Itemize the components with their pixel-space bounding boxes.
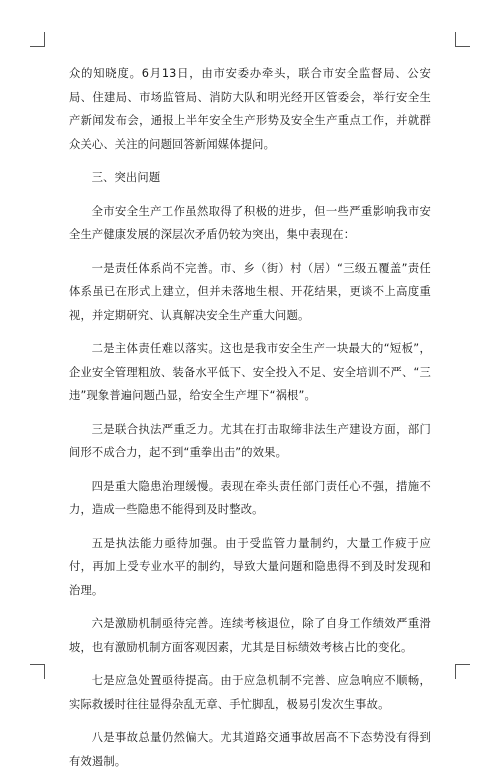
paragraph-point-2: 二是主体责任难以落实。这也是我市安全生产一块最大的“短板”，企业安全管理粗放、装备水平低下、安全投入不足、安全培训不严、“三违”现象普遍问题凸显，给安全生产埋下“祸根”。 (69, 342, 431, 402)
paragraph-point-5: 五是执法能力亟待加强。由于受监管力量制约，大量工作疲于应付，再加上受专业水平的制约，导致大量问题和隐患得不到及时发现和治理。 (69, 536, 431, 597)
section-heading-problems: 三、突出问题 (91, 171, 161, 184)
document-body (69, 62, 431, 773)
paragraph-point-6: 六是激励机制亟待完善。连续考核退位，除了自身工作绩效严重滑坡，也有激励机制方面客观因素，尤其是目标绩效考核占比的变化。 (69, 617, 431, 654)
paragraph-point-7: 七是应急处置亟待提高。由于应急机制不完善、应急响应不顺畅，实际救援时往往显得杂乱无章、手忙脚乱，极易引发次生事故。 (69, 674, 431, 711)
paragraph-continuation: 众的知晓度。6月13日，由市安委办牵头，联合市安全监督局、公安局、住建局、市场监管局、消防大队和明光经开区管委会，举行安全生产新闻发布会，通报上半年安全生产形势及安全生产重点工作，并就群众关心、关注的问题回答新闻媒体提问。 (69, 67, 431, 151)
paragraph-point-4: 四是重大隐患治理缓慢。表现在牵头责任部门责任心不强，措施不力，造成一些隐患不能得到及时整改。 (69, 479, 431, 516)
crop-mark-bottom-left (30, 664, 45, 679)
paragraph-point-1: 一是责任体系尚不完善。市、乡（街）村（居）“三级五覆盖”责任体系虽已在形式上建立，但并未落地生根、开花结果，更谈不上高度重视，并定期研究、认真解决安全生产重大问题。 (69, 261, 431, 322)
paragraph-point-8: 八是事故总量仍然偏大。尤其道路交通事故居高不下态势没有得到有效遏制。 (69, 731, 431, 768)
paragraph-intro: 全市安全生产工作虽然取得了积极的进步，但一些严重影响我市安全生产健康发展的深层次矛盾仍较为突出，集中表现在： (69, 204, 431, 241)
crop-mark-top-right (455, 32, 470, 47)
crop-mark-bottom-right (455, 664, 470, 679)
crop-mark-top-left (30, 32, 45, 47)
paragraph-point-3: 三是联合执法严重乏力。尤其在打击取缔非法生产建设方面，部门间形不成合力，起不到“重拳出击”的效果。 (69, 422, 431, 459)
